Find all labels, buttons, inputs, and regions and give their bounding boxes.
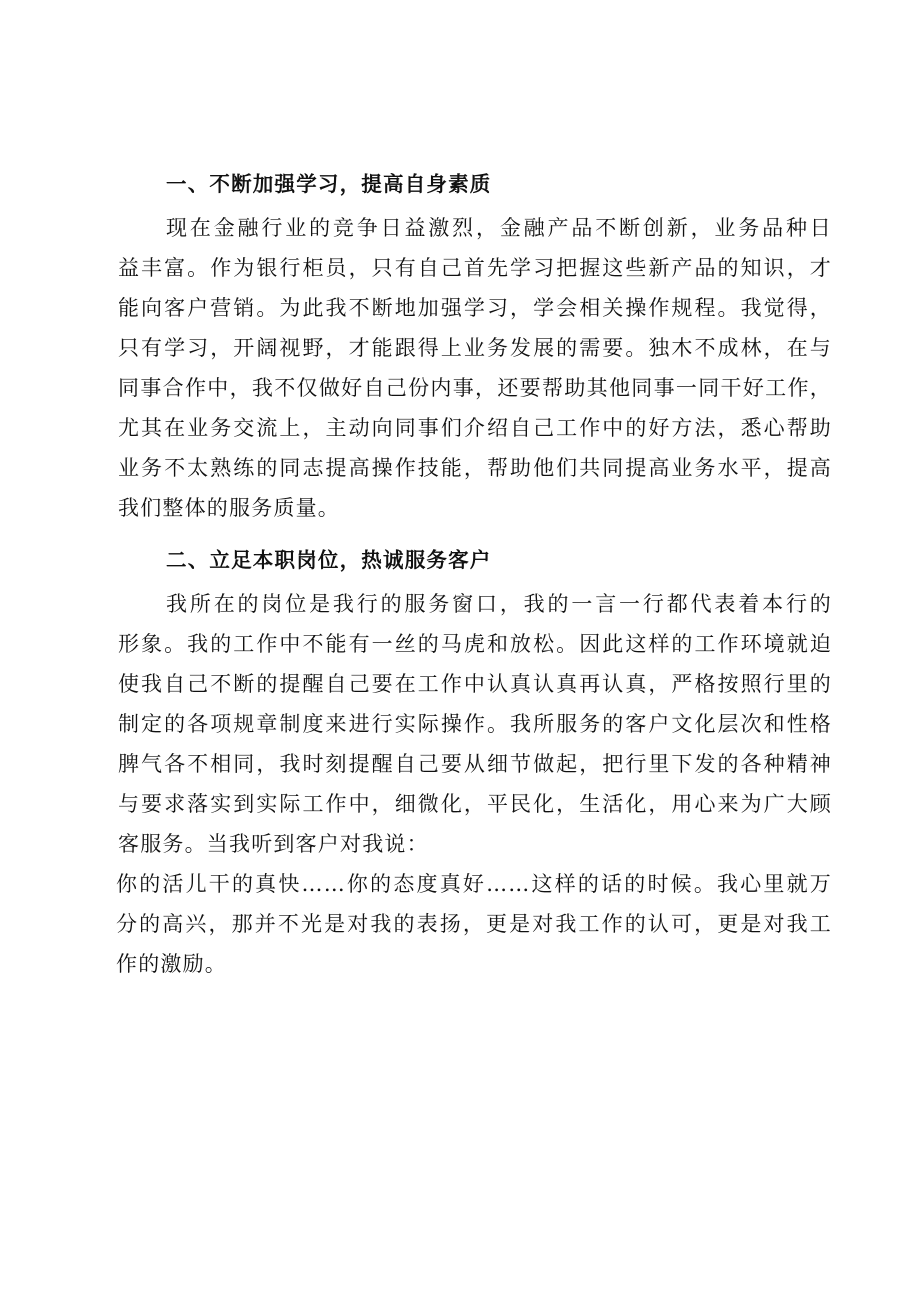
paragraph-line: 业务不太熟练的同志提高操作技能，帮助他们共同提高业务水平，提高 <box>118 456 832 480</box>
paragraph-line: 制定的各项规章制度来进行实际操作。我所服务的客户文化层次和性格 <box>118 712 832 736</box>
paragraph-line: 与要求落实到实际工作中，细微化，平民化，生活化，用心来为广大顾 <box>118 792 832 816</box>
paragraph-line: 尤其在业务交流上，主动向同事们介绍自己工作中的好方法，悉心帮助 <box>118 416 832 440</box>
section-paragraph-3 <box>116 864 832 984</box>
paragraph-line: 脾气各不相同，我时刻提醒自己要从细节做起，把行里下发的各种精神 <box>118 752 832 776</box>
paragraph-line: 我们整体的服务质量。 <box>118 496 340 520</box>
paragraph-line: 只有学习，开阔视野，才能跟得上业务发展的需要。独木不成林，在与 <box>118 336 832 360</box>
paragraph-line: 客服务。当我听到客户对我说： <box>118 832 429 856</box>
paragraph-line: 使我自己不断的提醒自己要在工作中认真认真再认真，严格按照行里的 <box>118 672 832 696</box>
paragraph-line: 作的激励。 <box>116 952 227 976</box>
section-heading-1: 一、不断加强学习，提高自身素质 <box>166 172 492 196</box>
paragraph-line: 能向客户营销。为此我不断地加强学习，学会相关操作规程。我觉得， <box>118 296 832 320</box>
paragraph-line: 我所在的岗位是我行的服务窗口，我的一言一行都代表着本行的 <box>166 592 832 616</box>
paragraph-line: 益丰富。作为银行柜员，只有自己首先学习把握这些新产品的知识，才 <box>118 256 832 280</box>
document-body <box>118 160 832 984</box>
section-heading-2: 二、立足本职岗位，热诚服务客户 <box>166 548 492 572</box>
paragraph-line: 同事合作中，我不仅做好自己份内事，还要帮助其他同事一同干好工作， <box>118 376 832 400</box>
section-paragraph-2 <box>118 584 832 864</box>
paragraph-line: 形象。我的工作中不能有一丝的马虎和放松。因此这样的工作环境就迫 <box>118 632 832 656</box>
spacer <box>118 528 832 536</box>
section-paragraph-1 <box>118 208 832 528</box>
paragraph-line: 你的活儿干的真快……你的态度真好……这样的话的时候。我心里就万 <box>116 872 832 896</box>
paragraph-line: 现在金融行业的竞争日益激烈，金融产品不断创新，业务品种日 <box>166 216 832 240</box>
paragraph-line: 分的高兴，那并不光是对我的表扬，更是对我工作的认可，更是对我工 <box>116 912 832 936</box>
